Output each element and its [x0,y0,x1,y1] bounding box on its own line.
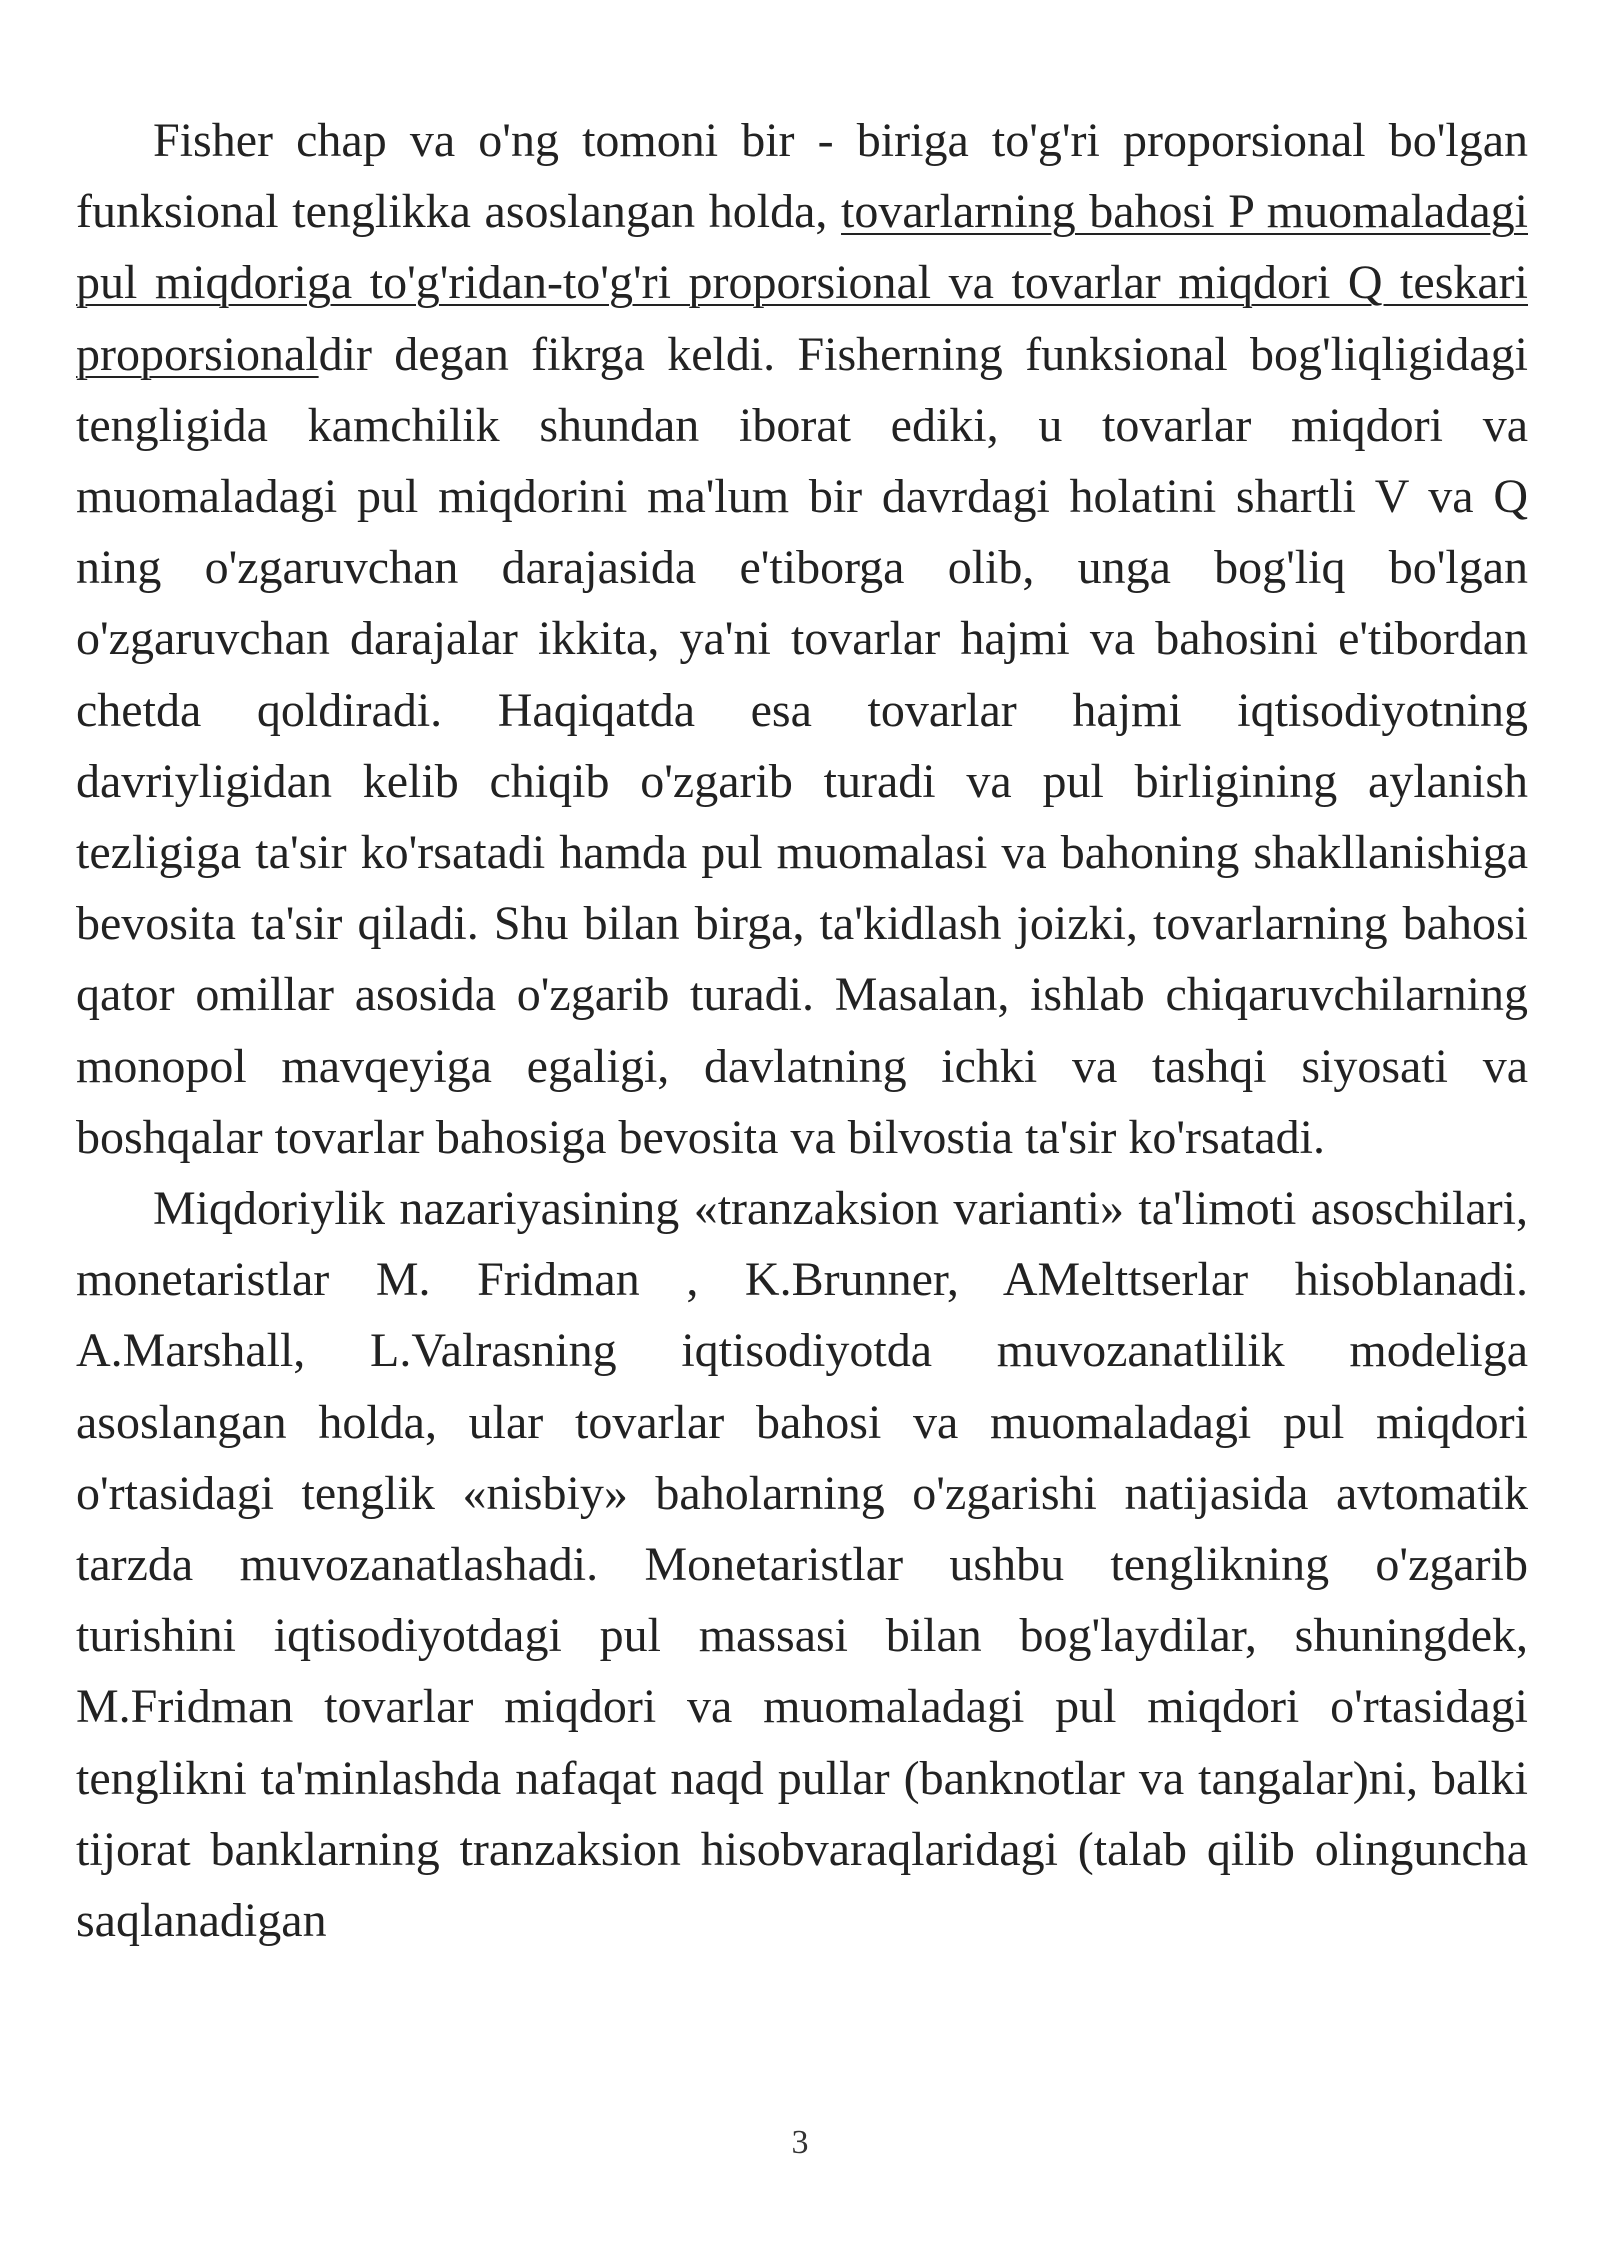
paragraph-fisher-intro: Fisher chap va o'ng tomoni bir - biriga to'g'ri proporsional bo'lgan funksional tenglikka asoslangan holda, [76,114,1528,239]
underlined-proportionality-statement: tovarlarning bahosi P muomaladagi pul miqdoriga to'g'ridan-to'g'ri proporsional va tovarlar miqdori Q teskari proporsional [76,185,1528,381]
paragraph-fisher-continuation: dir degan fikrga keldi. Fisherning funksional bog'liqligidagi tengligida kamchilik shundan iborat ediki, u tovarlar miqdori va muomaladagi pul miqdorini ma'lum bir davrdagi holatini shartli V va Q ning o'zgaruvchan darajasida e'tiborga olib, unga bog'liq bo'lgan o'zgaruvchan darajalar ikkita, ya'ni tovarlar hajmi va bahosini e'tibordan chetda qoldiradi. Haqiqatda esa tovarlar hajmi iqtisodiyotning davriyligidan kelib chiqib o'zgarib turadi va pul birligining aylanish tezligiga ta'sir ko'rsatadi hamda pul muomalasi va bahoning shakllanishiga bevosita ta'sir qiladi. Shu bilan birga, ta'kidlash joizki, tovarlarning bahosi qator omillar asosida o'zgarib turadi. Masalan, ishlab chiqaruvchilarning monopol mavqeyiga egaligi, davlatning ichki va tashqi siyosati va boshqalar tovarlar bahosiga bevosita va bilvostia ta'sir ko'rsatadi. [76,327,1528,1164]
page-number: 3 [791,2124,809,2161]
document-page [76,105,1528,1956]
paragraph-transaction-variant: Miqdoriylik nazariyasining «tranzaksion varianti» ta'limoti asoschilari, monetaristlar M. Fridman , K.Brunner, AMelttserlar hisoblanadi. A.Marshall, L.Valrasning iqtisodiyotda muvozanatlilik modeliga asoslangan holda, ular tovarlar bahosi va muomaladagi pul miqdori o'rtasidagi tenglik «nisbiy» baholarning o'zgarishi natijasida avtomatik tarzda muvozanatlashadi. Monetaristlar ushbu tenglikning o'zgarib turishini iqtisodiyotdagi pul massasi bilan bog'laydilar, shuningdek, M.Fridman tovarlar miqdori va muomaladagi pul miqdori o'rtasidagi tenglikni ta'minlashda nafaqat naqd pullar (banknotlar va tangalar)ni, balki tijorat banklarning tranzaksion hisobvaraqlaridagi (talab qilib olinguncha saqlanadigan [76,1182,1528,1948]
paragraph-fisher [76,105,1528,1173]
